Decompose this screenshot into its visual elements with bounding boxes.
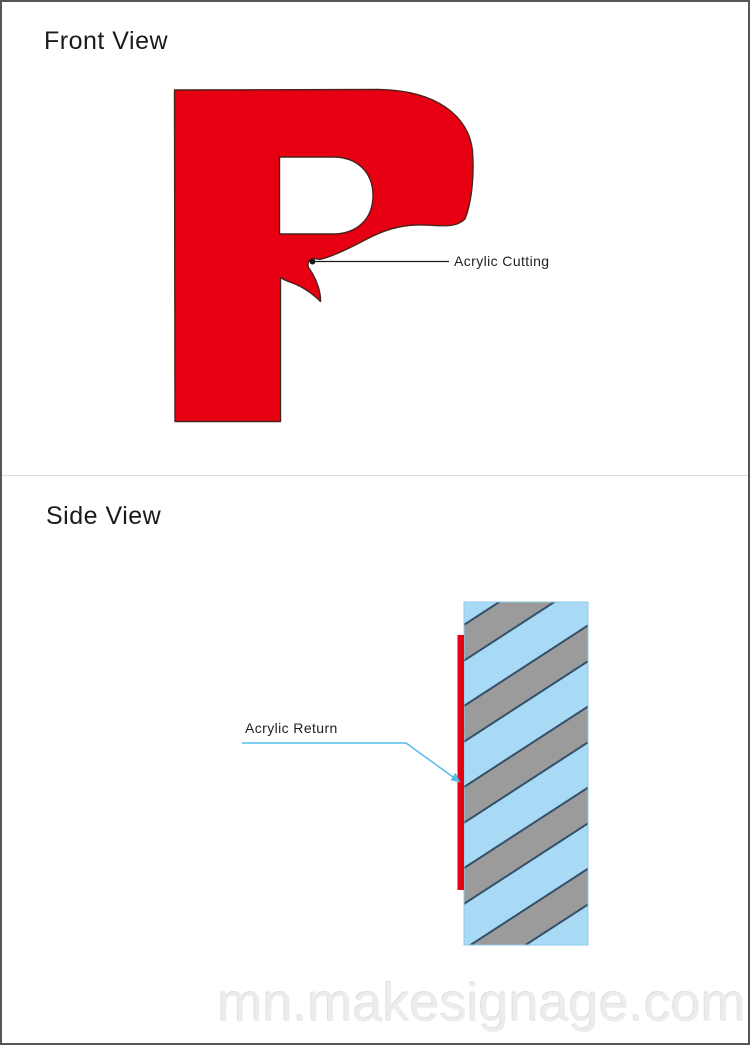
letter-p-counter — [280, 157, 374, 234]
diagram-canvas — [2, 2, 750, 1045]
wall-section-panel — [464, 602, 588, 945]
acrylic-return-bar — [458, 635, 465, 890]
cutting-callout-dot — [310, 259, 316, 265]
acrylic-cutting-label: Acrylic Cutting — [454, 253, 550, 269]
acrylic-return-label: Acrylic Return — [245, 720, 338, 736]
side-view-title: Side View — [46, 502, 162, 530]
watermark-text: mn.makesignage.com — [217, 973, 746, 1033]
return-callout-line — [242, 743, 453, 777]
front-view-title: Front View — [44, 27, 169, 55]
letter-p-graphic — [175, 90, 474, 422]
